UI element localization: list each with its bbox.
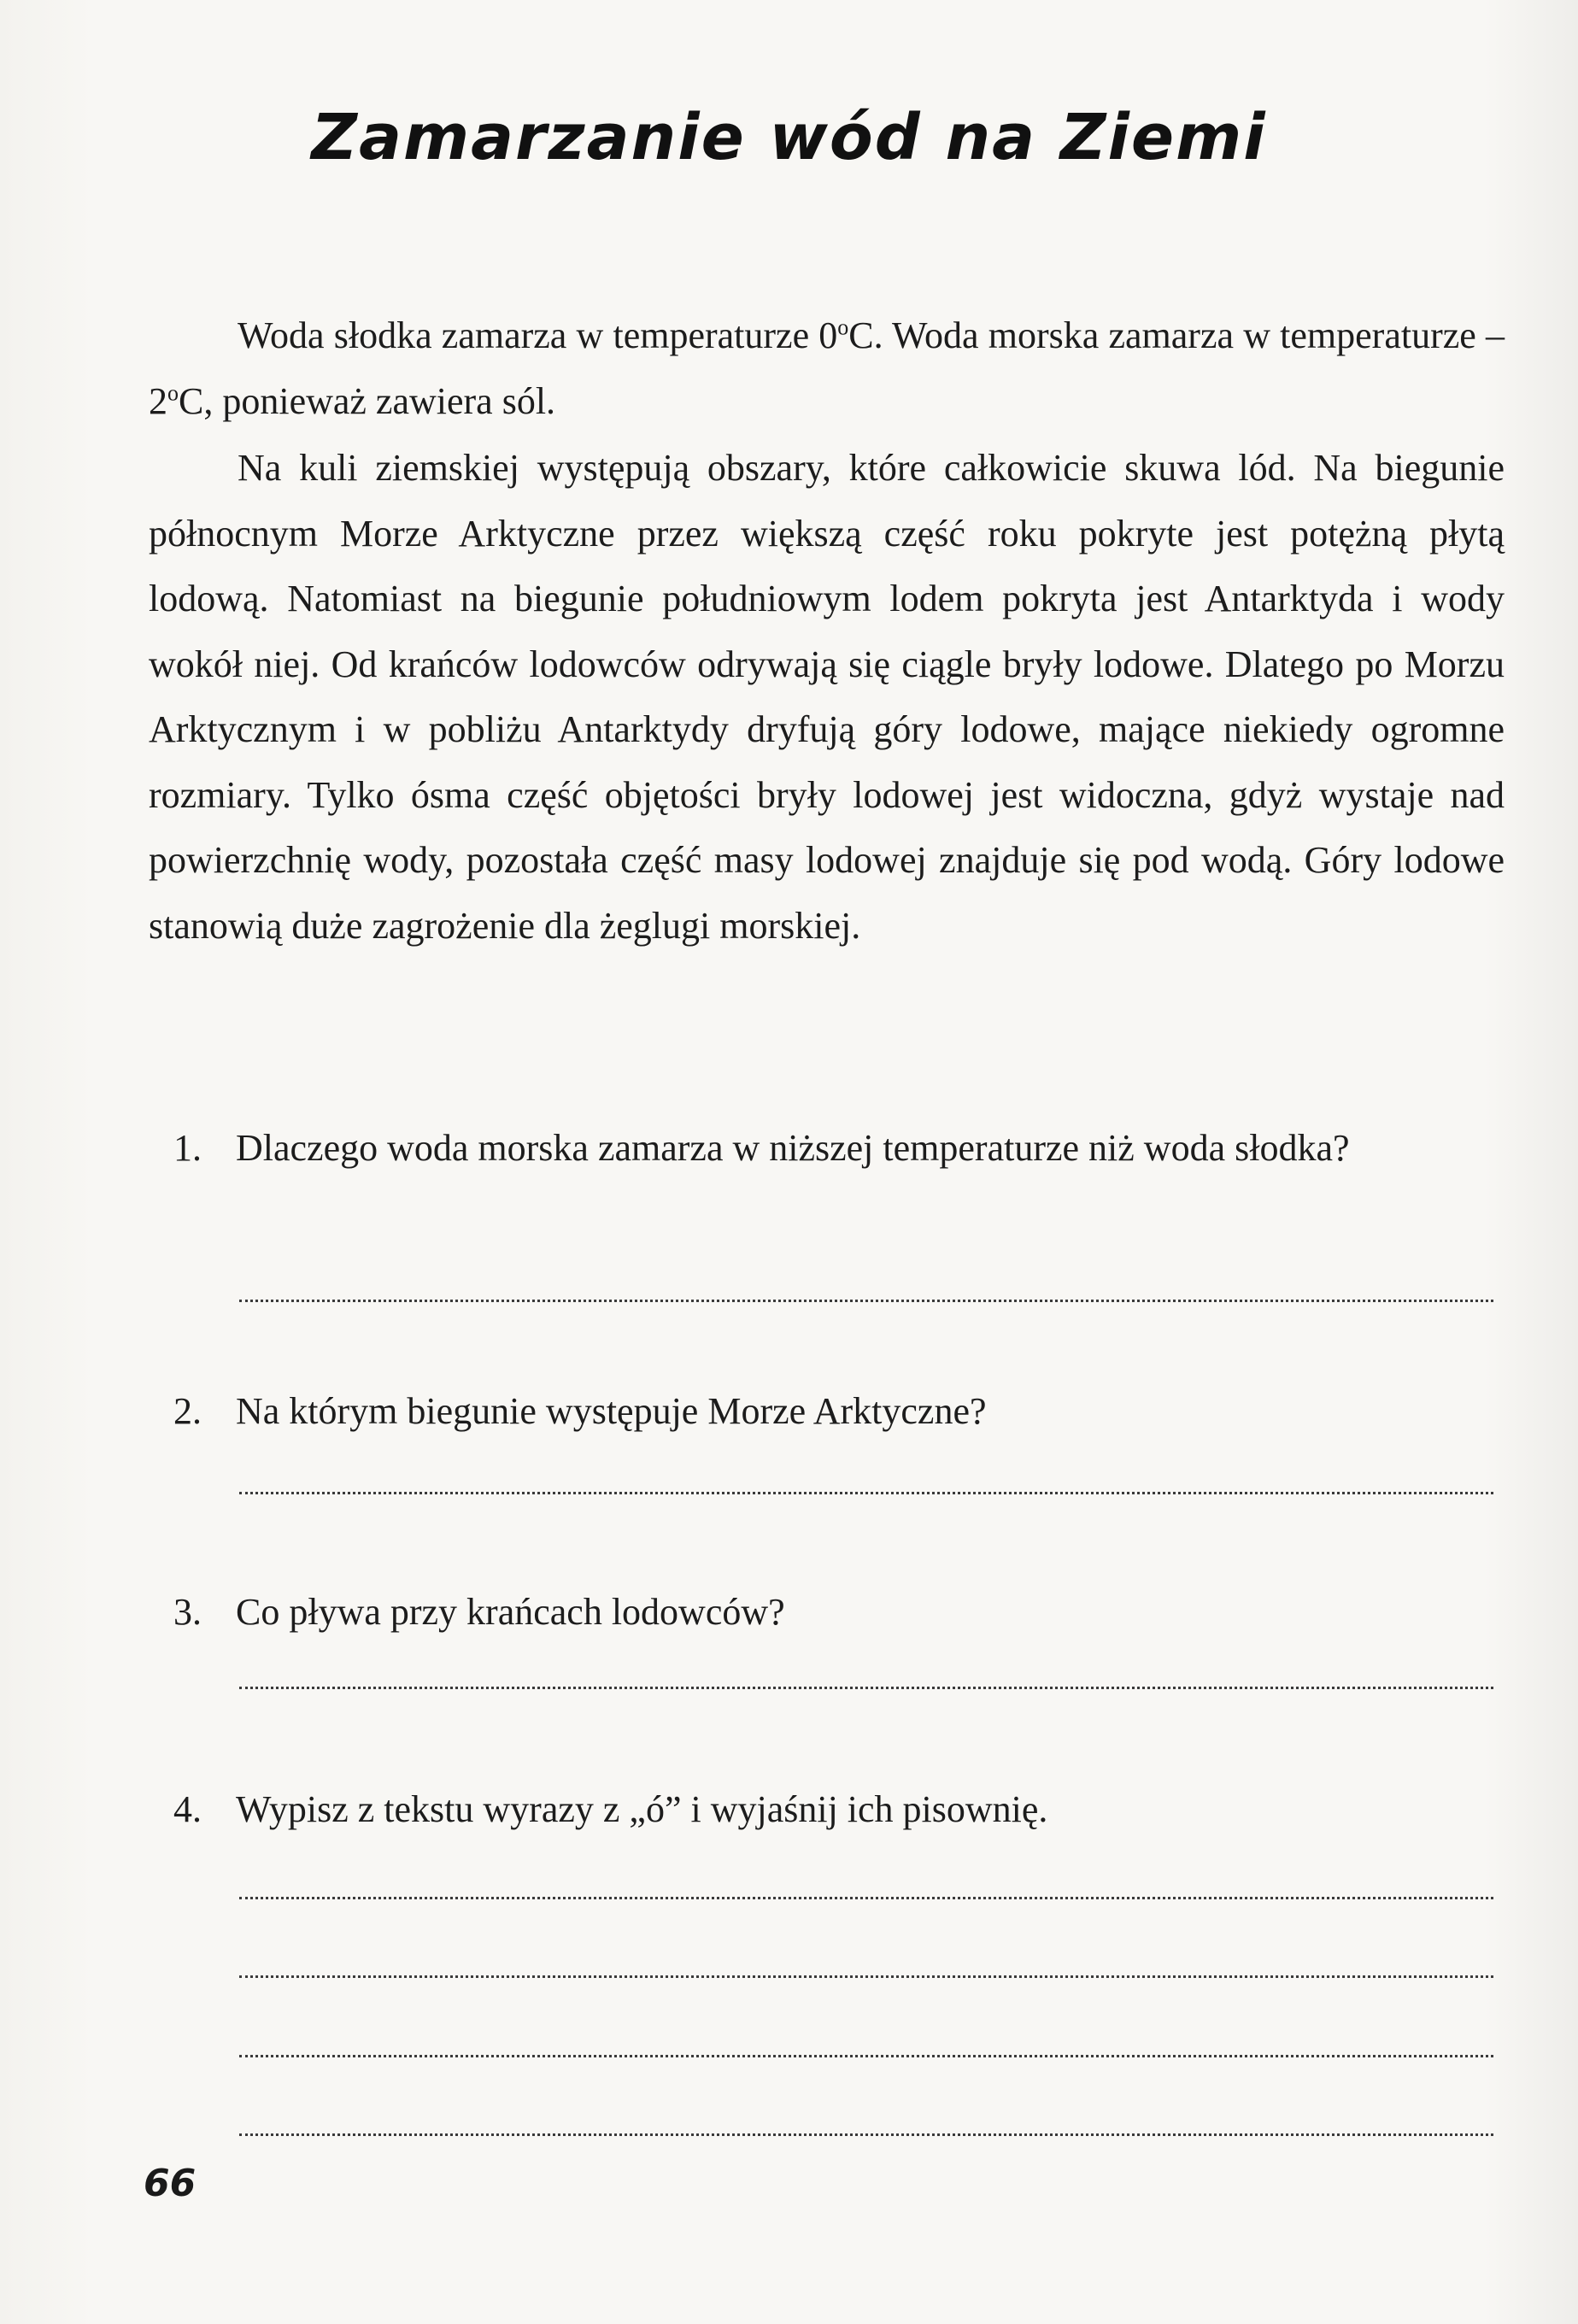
intro-text-part2: C. Woda morska zamarza w temperaturze –2 [149,314,1505,422]
page-title: Zamarzanie wód na Ziemi [311,101,1267,174]
answer-line-q3[interactable] [239,1687,1493,1689]
question-number: 4. [173,1788,202,1830]
question-text: Co pływa przy krańcach lodowców? [236,1591,785,1633]
question-number: 2. [173,1390,202,1432]
intro-paragraph [149,303,1505,434]
intro-text-part1: Woda słodka zamarza w temperaturze 0 [238,314,838,356]
degree-sign: o [167,379,179,405]
degree-sign: o [837,314,849,340]
intro-text-part3: C, ponieważ zawiera sól. [179,379,556,422]
answer-line-q4-4[interactable] [239,2133,1493,2136]
question-text: Na którym biegunie występuje Morze Arktyczne? [236,1390,987,1432]
question-1 [173,1109,1506,1188]
answer-line-q2[interactable] [239,1492,1493,1494]
answer-line-q4-2[interactable] [239,1975,1493,1978]
answer-line-q4-3[interactable] [239,2055,1493,2057]
main-paragraph: Na kuli ziemskiej występują obszary, które całkowicie skuwa lód. Na biegunie północnym Morze Arktyczne przez większą część roku pokryte jest potężną płytą lodową. Natomiast na biegunie południowym lodem pokryta jest Antarktyda i wody wokół niej. Od krańców lodowców odrywają się ciągle bryły lodowe. Dlatego po Morzu Arktycznym i w pobliżu Antarktydy dryfują góry lodowe, mające niekiedy ogromne rozmiary. Tylko ósma część objętości bryły lodowej jest widoczna, gdyż wystaje nad powierzchnię wody, pozostała część masy lodowej znajduje się pod wodą. Góry lodowe stanowią duże zagrożenie dla żeglugi morskiej. [149,447,1505,947]
question-number: 3. [173,1591,202,1633]
question-3 [173,1587,1506,1638]
question-2 [173,1386,1506,1437]
answer-line-q1[interactable] [239,1300,1493,1302]
question-text: Wypisz z tekstu wyrazy z „ó” i wyjaśnij ich pisownię. [236,1788,1048,1830]
answer-line-q4-1[interactable] [239,1897,1493,1899]
question-4 [173,1784,1506,1835]
question-number: 1. [173,1127,202,1169]
page-number: 66 [144,2162,197,2205]
question-text: Dlaczego woda morska zamarza w niższej temperaturze niż woda słodka? [236,1127,1350,1169]
